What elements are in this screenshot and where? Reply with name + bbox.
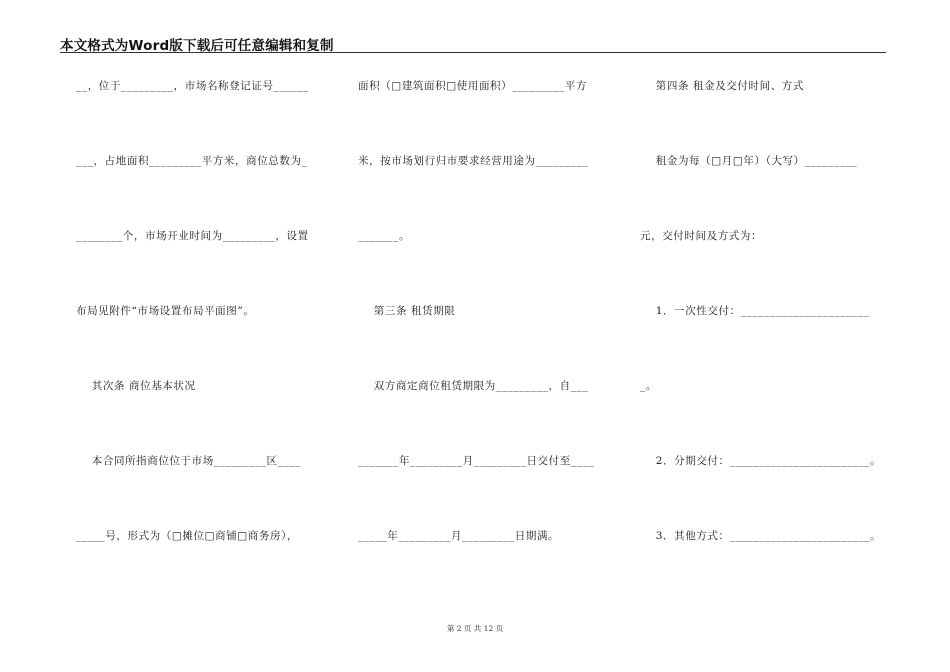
- text-line: ________个，市场开业时间为_________，设置: [76, 230, 309, 242]
- text-line: ___，占地面积_________平方米，商位总数为_: [76, 155, 308, 167]
- text-line: 租金为每（□月□年）（大写）_________: [640, 155, 858, 167]
- text-line: __，位于_________，市场名称登记证号______: [76, 80, 309, 92]
- section-heading: 其次条 商位基本状况: [76, 380, 196, 392]
- text-line: 2．分期交付：________________________。: [640, 455, 882, 467]
- text-line: _____年_________月_________日期满。: [358, 530, 560, 542]
- section-heading: 第三条 租赁期限: [358, 305, 456, 317]
- text-line: 布局见附件“市场设置布局平面图”。: [76, 305, 255, 317]
- text-line: 本合同所指商位位于市场_________区____: [76, 455, 301, 467]
- text-line: 面积（□建筑面积□使用面积）_________平方: [358, 80, 588, 92]
- text-line: 双方商定商位租赁期限为_________，自___: [358, 380, 589, 392]
- page-number-footer: 第 2 页 共 12 页: [446, 624, 504, 633]
- text-line: _______。: [358, 230, 411, 242]
- text-line: _。: [640, 380, 657, 392]
- section-heading: 第四条 租金及交付时间、方式: [640, 80, 804, 92]
- text-line: _____号，形式为（□摊位□商铺□商务房），: [76, 530, 299, 542]
- text-line: 1．一次性交付：______________________: [640, 305, 870, 317]
- header-divider: [60, 52, 886, 53]
- text-line: 米，按市场划行归市要求经营用途为_________: [358, 155, 589, 167]
- text-line: 3．其他方式：________________________。: [640, 530, 882, 542]
- page-header-title: 本文格式为Word版下载后可任意编辑和复制: [60, 38, 334, 54]
- text-line: 元，交付时间及方式为：: [640, 230, 763, 242]
- text-line: _______年_________月_________日交付至____: [358, 455, 595, 467]
